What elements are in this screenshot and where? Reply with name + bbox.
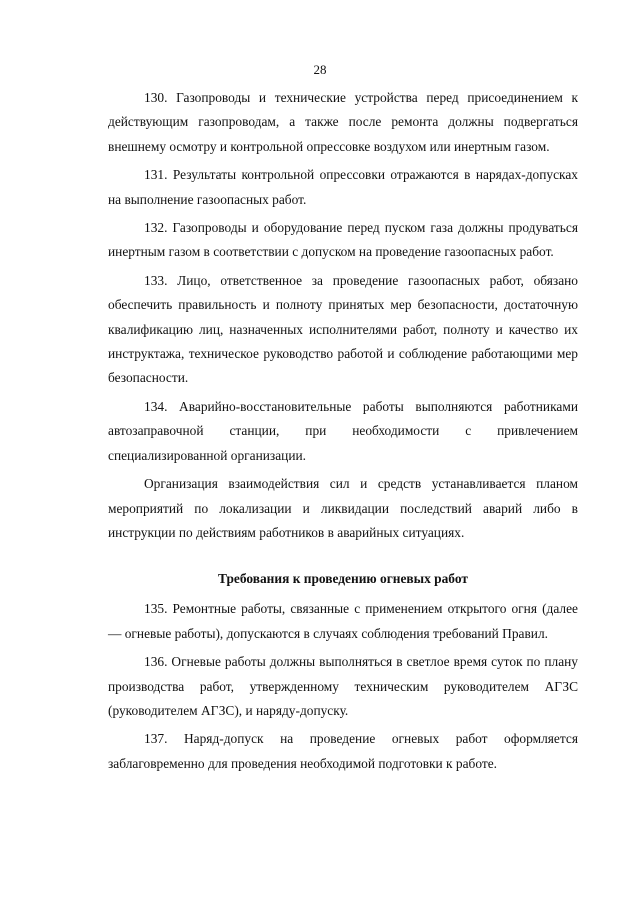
paragraph-132: 132. Газопроводы и оборудование перед пуском газа должны продуваться инертным газом в соответствии с допуском на проведение газоопасных работ.	[108, 220, 578, 260]
paragraph-134: 134. Аварийно-восстановительные работы выполняются работниками автозаправочной станции, при необходимости с привлечением специализированной организации.	[108, 398, 578, 463]
document-body	[108, 86, 578, 780]
paragraph-130: 130. Газопроводы и технические устройства перед присоединением к действующим газопроводам, а также после ремонта должны подвергаться внешнему осмотру и контрольной опрессовке воздухом или инертным газом.	[108, 90, 578, 154]
paragraph-137: 137. Наряд-допуск на проведение огневых работ оформляется заблаговременно для проведения необходимой подготовки к работе.	[108, 731, 578, 771]
paragraph-134-continuation: Организация взаимодействия сил и средств устанавливается планом мероприятий по локализации и ликвидации последствий аварий либо в инструкции по действиям работников в аварийных ситуациях.	[108, 476, 578, 540]
section-heading: Требования к проведению огневых работ	[218, 571, 468, 587]
paragraph-135: 135. Ремонтные работы, связанные с применением открытого огня (далее — огневые работы), допускаются в случаях соблюдения требований Правил.	[108, 601, 578, 641]
page-number: 28	[313, 62, 327, 77]
paragraph-136: 136. Огневые работы должны выполняться в светлое время суток по плану производства работ, утвержденному техническим руководителем АГЗС (руководителем АГЗС), и наряду-допуску.	[108, 654, 578, 718]
paragraph-131: 131. Результаты контрольной опрессовки отражаются в нарядах-допусках на выполнение газоопасных работ.	[108, 167, 578, 207]
paragraph-133: 133. Лицо, ответственное за проведение газоопасных работ, обязано обеспечить правильность и полноту принятых мер безопасности, достаточную квалификацию лиц, назначенных исполнителями работ, полноту и качество их инструктажа, техническое руководство работой и соблюдение работающими мер безопасности.	[108, 272, 578, 386]
